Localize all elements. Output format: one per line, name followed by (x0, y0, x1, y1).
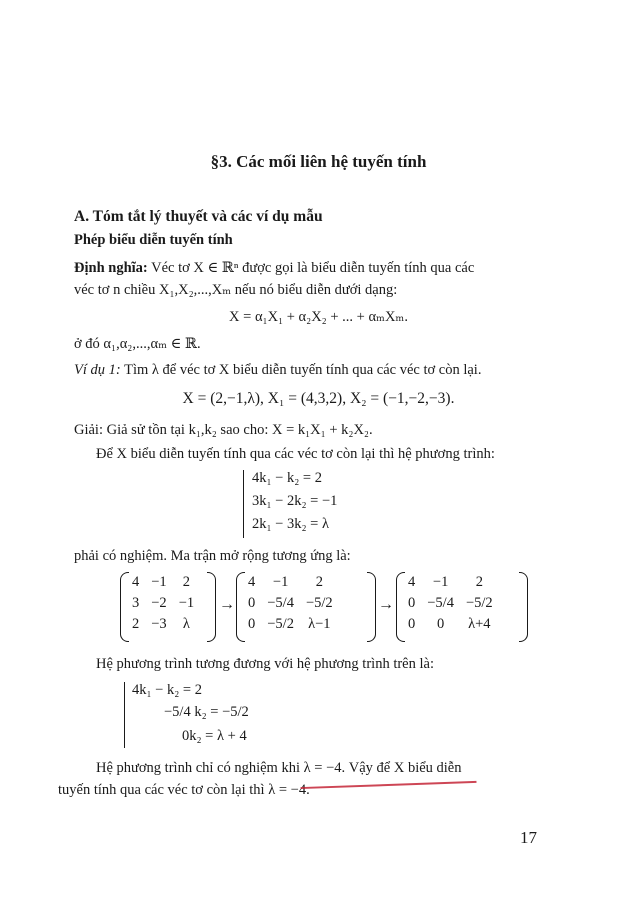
matrix-cell: λ+4 (468, 616, 491, 632)
matrix-cell: 4 (248, 574, 256, 590)
matrix-cell: −1 (151, 574, 167, 590)
definition-text1: Véc tơ X ∈ ℝⁿ được gọi là biểu diễn tuyến tính qua các (151, 260, 475, 276)
system2-eq-2: −5/4 k₂ = −5/2 (164, 704, 249, 720)
matrix-cell: −5/2 (465, 595, 493, 611)
matrix-2 (236, 572, 376, 642)
system-brace (243, 470, 244, 538)
matrix-cell: 2 (132, 616, 140, 632)
matrix-3 (396, 572, 528, 642)
matrix-cell: 4 (132, 574, 140, 590)
matrix-cell: 4 (408, 574, 416, 590)
matrix-cell: −5/2 (267, 616, 294, 632)
heading-a: A. Tóm tắt lý thuyết và các ví dụ mẫu (74, 208, 323, 225)
solution-line2: Để X biểu diễn tuyến tính qua các véc tơ còn lại thì hệ phương trình: (96, 446, 495, 462)
matrix-2-table (242, 572, 339, 635)
matrix-cell: λ−1 (308, 616, 331, 632)
definition-line2: véc tơ n chiều X₁,X₂,...,Xₘ nếu nó biểu diễn dưới dạng: (74, 282, 398, 298)
arrow-2: → (378, 596, 394, 613)
matrix-cell: −5/2 (305, 595, 333, 611)
definition-line1 (74, 260, 474, 277)
matrix-3-left-paren (396, 572, 405, 642)
system-eq-2: 3k₁ − 2k₂ = −1 (252, 493, 338, 509)
solution-line3: phải có nghiệm. Ma trận mở rộng tương ứng là: (74, 548, 351, 564)
definition-formula: X = α₁X₁ + α₂X₂ + ... + αₘXₘ. (229, 309, 408, 325)
solution-line4: Hệ phương trình tương đương với hệ phương trình trên là: (96, 656, 434, 672)
matrix-2-left-paren (236, 572, 245, 642)
matrix-cell: 3 (132, 595, 140, 611)
matrix-cell: −5/4 (267, 595, 294, 611)
matrix-cell: 2 (475, 574, 483, 590)
matrix-cell: −1 (178, 595, 195, 611)
matrix-1-table (126, 572, 200, 635)
example-vectors: X = (2,−1,λ), X₁ = (4,3,2), X₂ = (−1,−2,−3). (182, 390, 455, 407)
matrix-cell: 0 (408, 616, 416, 632)
matrix-cell: 0 (436, 616, 445, 632)
arrow-1: → (219, 596, 235, 613)
page-number: 17 (520, 828, 537, 847)
matrix-cell: −5/4 (427, 595, 454, 611)
red-ink-mark (299, 751, 476, 789)
matrix-cell: 2 (315, 574, 323, 590)
definition-where: ở đó α₁,α₂,...,αₘ ∈ ℝ. (74, 336, 201, 352)
matrix-2-right-paren (367, 572, 376, 642)
system2-eq-3: 0k₂ = λ + 4 (182, 728, 247, 744)
matrix-cell: −1 (432, 574, 449, 590)
definition-label: Định nghĩa: (74, 260, 148, 276)
matrix-cell: −2 (151, 595, 167, 611)
matrix-cell: −1 (272, 574, 289, 590)
solution-line6: tuyến tính qua các véc tơ còn lại thì λ = −4. (58, 782, 310, 798)
matrix-3-table (402, 572, 499, 635)
system2-eq-1: 4k₁ − k₂ = 2 (132, 682, 202, 698)
system2-brace (124, 682, 125, 748)
matrix-cell: λ (182, 616, 190, 632)
section-title: §3. Các mối liên hệ tuyến tính (210, 152, 427, 171)
matrix-cell: −3 (151, 616, 167, 632)
matrix-1-right-paren (207, 572, 216, 642)
matrix-cell: 2 (182, 574, 191, 590)
matrix-cell: 0 (248, 616, 256, 632)
heading-sub: Phép biểu diễn tuyến tính (74, 232, 233, 248)
system-eq-3: 2k₁ − 3k₂ = λ (252, 516, 329, 532)
example-line (74, 362, 481, 379)
matrix-cell: 0 (248, 595, 256, 611)
matrix-3-right-paren (519, 572, 528, 642)
solution-line5: Hệ phương trình chỉ có nghiệm khi λ = −4. Vậy để X biểu diễn (96, 760, 462, 776)
example-label: Ví dụ 1: (74, 362, 121, 378)
matrix-1 (120, 572, 216, 642)
example-text: Tìm λ để véc tơ X biểu diễn tuyến tính qua các véc tơ còn lại. (124, 362, 482, 378)
system-eq-1: 4k₁ − k₂ = 2 (252, 470, 322, 486)
matrix-cell: 0 (408, 595, 416, 611)
solution-line1: Giải: Giả sử tồn tại k₁,k₂ sao cho: X = k₁X₁ + k₂X₂. (74, 422, 373, 438)
matrix-1-left-paren (120, 572, 129, 642)
